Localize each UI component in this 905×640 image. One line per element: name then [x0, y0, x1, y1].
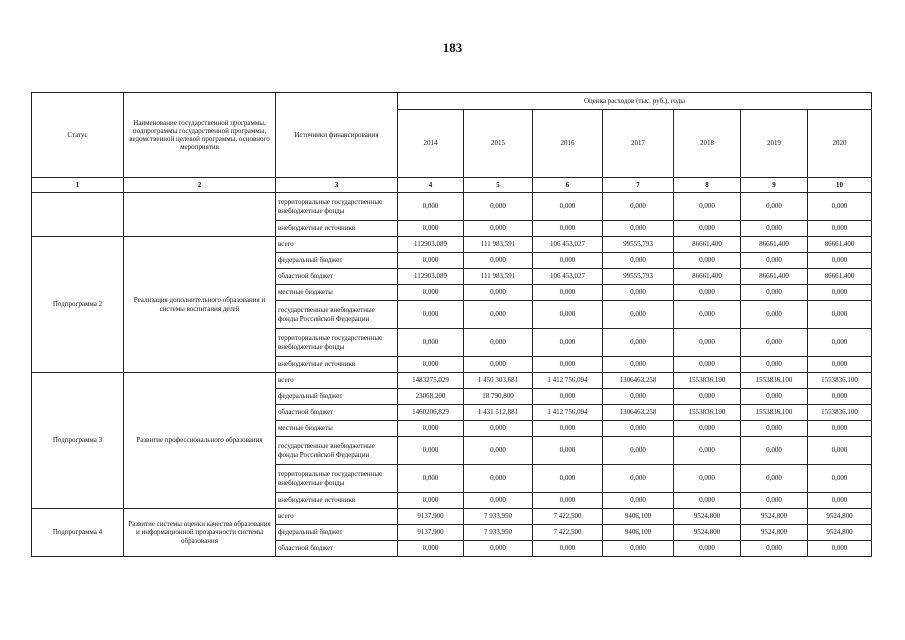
value-cell: 0,000	[603, 193, 674, 221]
value-cell: 0,000	[533, 193, 603, 221]
status-cell	[32, 193, 124, 237]
value-cell: 0,000	[398, 357, 464, 373]
value-cell: 1 450 303,681	[464, 373, 533, 389]
value-cell: 0,000	[398, 465, 464, 493]
value-cell: 0,000	[741, 465, 808, 493]
value-cell: 86661,400	[808, 237, 872, 253]
value-cell: 112903,089	[398, 237, 464, 253]
value-cell: 0,000	[533, 221, 603, 237]
column-number: 4	[398, 178, 464, 193]
header-sources: Источники финансирования	[276, 93, 398, 178]
value-cell: 0,000	[674, 493, 741, 509]
status-cell: Подпрограмма 3	[32, 373, 124, 509]
value-cell: 1 431 512,881	[464, 405, 533, 421]
funding-source-cell: местные бюджеты	[276, 285, 398, 301]
value-cell: 9137,900	[398, 525, 464, 541]
value-cell: 0,000	[741, 301, 808, 329]
value-cell: 86661,400	[741, 269, 808, 285]
header-year: 2020	[808, 110, 872, 178]
funding-source-cell: всего	[276, 237, 398, 253]
value-cell: 0,000	[533, 541, 603, 557]
value-cell: 9406,100	[603, 525, 674, 541]
value-cell: 0,000	[741, 329, 808, 357]
value-cell: 1483275,029	[398, 373, 464, 389]
funding-source-cell: внебюджетные источники	[276, 357, 398, 373]
value-cell: 0,000	[808, 285, 872, 301]
value-cell: 86661,400	[741, 237, 808, 253]
value-cell: 0,000	[398, 193, 464, 221]
column-number: 3	[276, 178, 398, 193]
value-cell: 0,000	[464, 357, 533, 373]
value-cell: 0,000	[533, 301, 603, 329]
value-cell: 1553836,100	[674, 373, 741, 389]
value-cell: 0,000	[741, 253, 808, 269]
value-cell: 9524,800	[741, 525, 808, 541]
value-cell: 0,000	[533, 253, 603, 269]
value-cell: 1553836,100	[674, 405, 741, 421]
funding-source-cell: внебюджетные источники	[276, 221, 398, 237]
value-cell: 1 412 756,094	[533, 405, 603, 421]
value-cell: 0,000	[808, 301, 872, 329]
value-cell: 0,000	[741, 285, 808, 301]
funding-source-cell: федеральный бюджет	[276, 389, 398, 405]
funding-source-cell: государственные внебюджетные фонды Российской Федерации	[276, 301, 398, 329]
value-cell: 0,000	[603, 421, 674, 437]
value-cell: 0,000	[533, 357, 603, 373]
status-cell: Подпрограмма 2	[32, 237, 124, 373]
value-cell: 9524,800	[741, 509, 808, 525]
value-cell: 0,000	[398, 329, 464, 357]
value-cell: 0,000	[464, 541, 533, 557]
value-cell: 99555,793	[603, 237, 674, 253]
column-number: 2	[124, 178, 276, 193]
value-cell: 0,000	[741, 541, 808, 557]
value-cell: 0,000	[603, 465, 674, 493]
funding-source-cell: областной бюджет	[276, 405, 398, 421]
value-cell: 0,000	[741, 193, 808, 221]
value-cell: 0,000	[674, 465, 741, 493]
column-number: 6	[533, 178, 603, 193]
value-cell: 7 422,500	[533, 525, 603, 541]
header-year: 2019	[741, 110, 808, 178]
value-cell: 0,000	[464, 301, 533, 329]
value-cell: 1553836,100	[741, 373, 808, 389]
value-cell: 9524,800	[674, 509, 741, 525]
funding-source-cell: федеральный бюджет	[276, 253, 398, 269]
value-cell: 0,000	[603, 357, 674, 373]
value-cell: 9406,100	[603, 509, 674, 525]
value-cell: 0,000	[603, 389, 674, 405]
value-cell: 1306463,258	[603, 373, 674, 389]
value-cell: 0,000	[603, 437, 674, 465]
value-cell: 0,000	[398, 421, 464, 437]
value-cell: 0,000	[808, 193, 872, 221]
value-cell: 86661,400	[674, 269, 741, 285]
value-cell: 0,000	[398, 253, 464, 269]
value-cell: 0,000	[398, 437, 464, 465]
value-cell: 1460206,829	[398, 405, 464, 421]
value-cell: 0,000	[674, 541, 741, 557]
value-cell: 0,000	[464, 421, 533, 437]
page-number: 183	[442, 40, 463, 55]
column-number: 10	[808, 178, 872, 193]
column-number: 1	[32, 178, 124, 193]
funding-source-cell: местные бюджеты	[276, 421, 398, 437]
value-cell: 111 983,591	[464, 237, 533, 253]
funding-source-cell: всего	[276, 373, 398, 389]
value-cell: 99555,793	[603, 269, 674, 285]
value-cell: 0,000	[603, 329, 674, 357]
value-cell: 0,000	[603, 541, 674, 557]
table-row	[32, 237, 872, 253]
value-cell: 0,000	[808, 493, 872, 509]
value-cell: 0,000	[741, 221, 808, 237]
table-row	[32, 373, 872, 389]
value-cell: 0,000	[533, 437, 603, 465]
value-cell: 7 422,500	[533, 509, 603, 525]
value-cell: 0,000	[533, 285, 603, 301]
value-cell: 0,000	[464, 221, 533, 237]
value-cell: 0,000	[674, 253, 741, 269]
value-cell: 1306463,258	[603, 405, 674, 421]
value-cell: 0,000	[603, 221, 674, 237]
program-name-cell: Реализация дополнительного образования и системы воспитания детей	[124, 237, 276, 373]
value-cell: 111 983,591	[464, 269, 533, 285]
value-cell: 0,000	[808, 437, 872, 465]
funding-source-cell: всего	[276, 509, 398, 525]
funding-source-cell: внебюджетные источники	[276, 493, 398, 509]
value-cell: 9524,800	[808, 509, 872, 525]
value-cell: 0,000	[674, 221, 741, 237]
header-year: 2015	[464, 110, 533, 178]
value-cell: 1553836,100	[808, 373, 872, 389]
funding-source-cell: территориальные государственные внебюджетные фонды	[276, 193, 398, 221]
value-cell: 0,000	[741, 493, 808, 509]
value-cell: 0,000	[533, 421, 603, 437]
value-cell: 0,000	[398, 221, 464, 237]
value-cell: 0,000	[674, 389, 741, 405]
value-cell: 0,000	[533, 493, 603, 509]
value-cell: 0,000	[533, 329, 603, 357]
value-cell: 0,000	[464, 493, 533, 509]
value-cell: 106 453,027	[533, 269, 603, 285]
value-cell: 0,000	[808, 329, 872, 357]
value-cell: 7 933,950	[464, 525, 533, 541]
value-cell: 0,000	[603, 285, 674, 301]
funding-source-cell: территориальные государственные внебюджетные фонды	[276, 465, 398, 493]
value-cell: 0,000	[741, 437, 808, 465]
value-cell: 0,000	[533, 465, 603, 493]
value-cell: 18 790,800	[464, 389, 533, 405]
header-year: 2017	[603, 110, 674, 178]
value-cell: 0,000	[464, 329, 533, 357]
table-row	[32, 509, 872, 525]
value-cell: 0,000	[808, 221, 872, 237]
value-cell: 0,000	[603, 301, 674, 329]
value-cell: 0,000	[464, 437, 533, 465]
header-year: 2016	[533, 110, 603, 178]
value-cell: 0,000	[808, 421, 872, 437]
value-cell: 0,000	[464, 465, 533, 493]
header-status: Статус	[32, 93, 124, 178]
value-cell: 0,000	[603, 493, 674, 509]
value-cell: 0,000	[741, 389, 808, 405]
header-name: Наименование государственной программы, подпрограммы государственной программы, ведомственной целевой программы, основного мероприятия	[124, 93, 276, 178]
value-cell: 0,000	[808, 541, 872, 557]
column-number: 7	[603, 178, 674, 193]
value-cell: 0,000	[674, 301, 741, 329]
value-cell: 0,000	[808, 465, 872, 493]
funding-source-cell: областной бюджет	[276, 269, 398, 285]
value-cell: 0,000	[808, 253, 872, 269]
column-number: 9	[741, 178, 808, 193]
value-cell: 0,000	[464, 253, 533, 269]
header-year: 2014	[398, 110, 464, 178]
value-cell: 0,000	[808, 389, 872, 405]
value-cell: 0,000	[398, 493, 464, 509]
status-cell: Подпрограмма 4	[32, 509, 124, 557]
column-number: 8	[674, 178, 741, 193]
funding-source-cell: государственные внебюджетные фонды Российской Федерации	[276, 437, 398, 465]
value-cell: 0,000	[674, 421, 741, 437]
value-cell: 0,000	[741, 357, 808, 373]
value-cell: 7 933,950	[464, 509, 533, 525]
value-cell: 9524,800	[674, 525, 741, 541]
budget-table	[31, 92, 872, 557]
funding-source-cell: федеральный бюджет	[276, 525, 398, 541]
value-cell: 0,000	[603, 253, 674, 269]
value-cell: 9524,800	[808, 525, 872, 541]
value-cell: 0,000	[674, 193, 741, 221]
value-cell: 1553836,100	[741, 405, 808, 421]
value-cell: 112903,089	[398, 269, 464, 285]
value-cell: 23068,200	[398, 389, 464, 405]
column-number: 5	[464, 178, 533, 193]
value-cell: 1 412 756,094	[533, 373, 603, 389]
funding-source-cell: областной бюджет	[276, 541, 398, 557]
value-cell: 0,000	[674, 285, 741, 301]
value-cell: 0,000	[741, 421, 808, 437]
value-cell: 0,000	[674, 357, 741, 373]
value-cell: 0,000	[674, 329, 741, 357]
value-cell: 0,000	[533, 389, 603, 405]
value-cell: 86661,400	[808, 269, 872, 285]
table-row	[32, 193, 872, 221]
value-cell: 0,000	[464, 285, 533, 301]
value-cell: 9137,900	[398, 509, 464, 525]
value-cell: 106 453,027	[533, 237, 603, 253]
value-cell: 0,000	[398, 285, 464, 301]
header-year: 2018	[674, 110, 741, 178]
program-name-cell	[124, 193, 276, 237]
value-cell: 0,000	[808, 357, 872, 373]
value-cell: 0,000	[464, 193, 533, 221]
value-cell: 0,000	[398, 301, 464, 329]
program-name-cell: Развитие профессионального образования	[124, 373, 276, 509]
value-cell: 86661,400	[674, 237, 741, 253]
value-cell: 0,000	[674, 437, 741, 465]
value-cell: 1553836,100	[808, 405, 872, 421]
header-estimate: Оценка расходов (тыс. руб.), годы	[398, 93, 872, 110]
value-cell: 0,000	[398, 541, 464, 557]
program-name-cell: Развитие системы оценки качества образования и информационной прозрачности системы образования	[124, 509, 276, 557]
funding-source-cell: территориальные государственные внебюджетные фонды	[276, 329, 398, 357]
